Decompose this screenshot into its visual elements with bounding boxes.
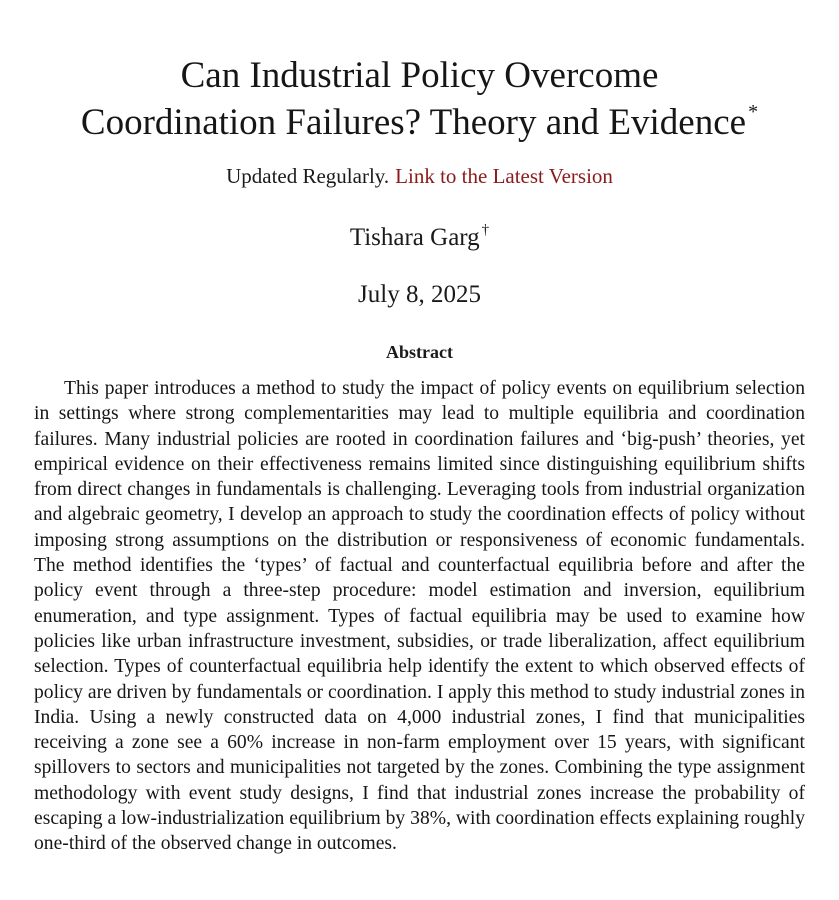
paper-title <box>20 52 819 146</box>
update-notice <box>20 162 819 190</box>
title-line-1: Can Industrial Policy Overcome <box>180 55 659 96</box>
author-name: Tishara Garg <box>349 224 480 251</box>
author-footnote-marker: † <box>481 222 490 238</box>
title-line-2: Coordination Failures? Theory and Evidence <box>80 102 747 143</box>
abstract-body: This paper introduces a method to study the impact of policy events on equilibrium selection in settings where strong complementarities may lead to multiple equilibria and coordination failures. Many industrial policies are rooted in coordination failures and ‘big-push’ theories, yet empirical evidence on their effectiveness remains limited since distinguishing equilibrium shifts from direct changes in fundamentals is challenging. Leveraging tools from industrial organization and algebraic geometry, I develop an approach to study the coordination effects of policy without imposing strong assumptions on the distribution or responsiveness of economic fundamentals. The method identifies the ‘types’ of factual and counterfactual equilibria before and after the policy event through a three-step procedure: model estimation and inversion, equilibrium enumeration, and type assignment. Types of factual equilibria may be used to examine how policies like urban infrastructure investment, subsidies, or trade liberalization, affect equilibrium selection. Types of counterfactual equilibria help identify the extent to which observed effects of policy are driven by fundamentals or coordination. I apply this method to study industrial zones in India. Using a newly constructed data on 4,000 industrial zones, I find that municipalities receiving a zone see a 60% increase in non-farm employment over 15 years, with significant spillovers to sectors and municipalities not targeted by the zones. Combining the type assignment methodology with event study designs, I find that industrial zones increase the probability of escaping a low-industrialization equilibrium by 38%, with coordination effects explaining roughly one-third of the observed change in outcomes. <box>34 378 805 855</box>
title-footnote-marker: * <box>748 101 759 123</box>
abstract-heading: Abstract <box>386 342 453 362</box>
publication-date: July 8, 2025 <box>358 281 481 308</box>
updated-text: Updated Regularly. <box>226 164 390 188</box>
author-line <box>20 222 819 254</box>
latest-version-link[interactable]: Link to the Latest Version <box>395 164 613 188</box>
